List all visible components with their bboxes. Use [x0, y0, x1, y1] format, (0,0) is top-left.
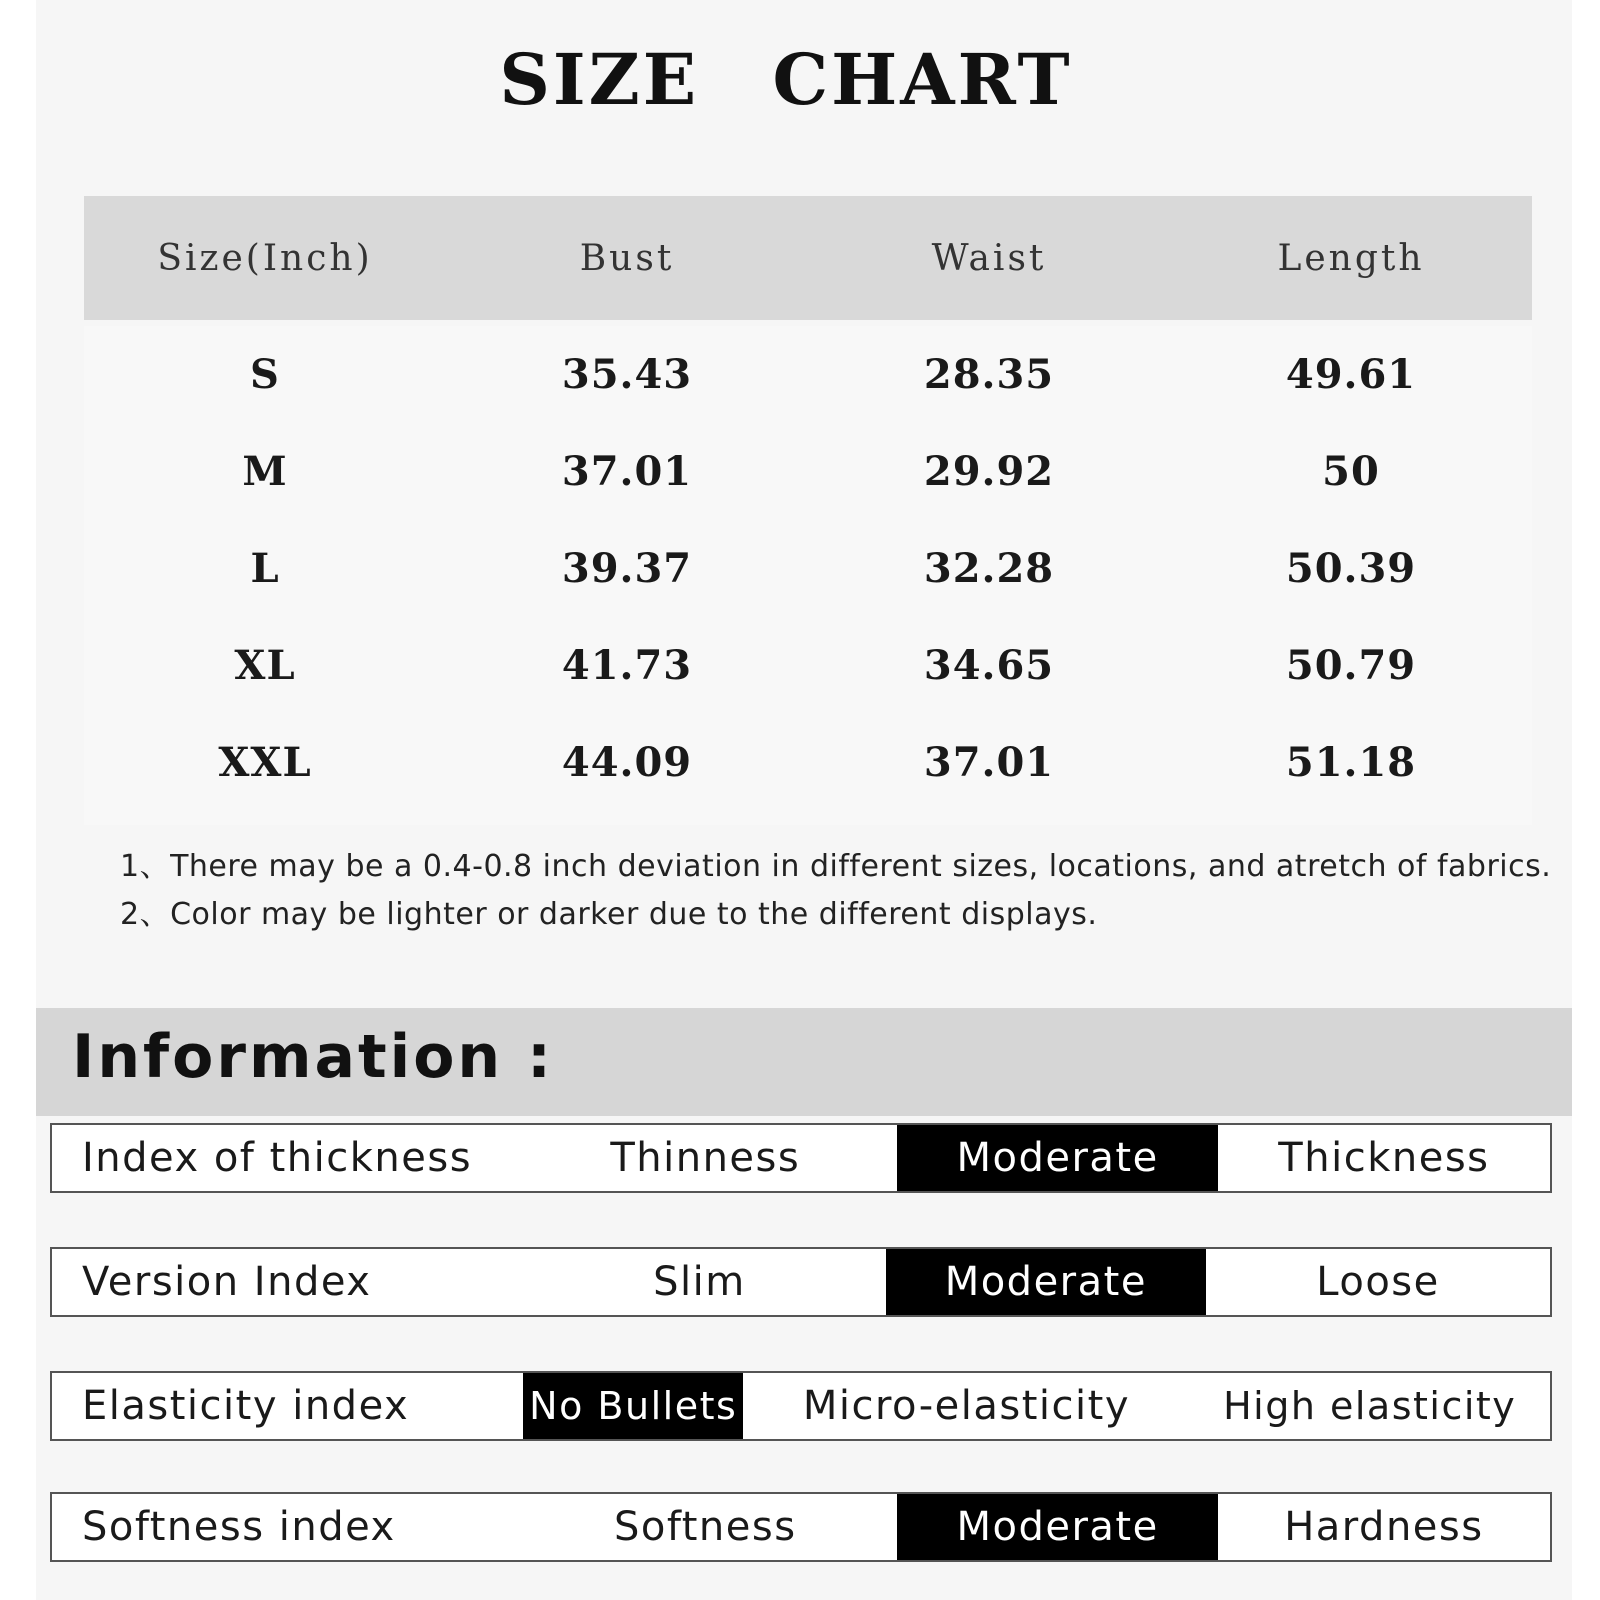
size-table-header [84, 196, 1532, 320]
size-cell: XL [234, 642, 296, 689]
size-table [84, 196, 1532, 825]
option-slim: Slim [653, 1259, 746, 1305]
size-cell: S [250, 351, 280, 398]
option-moderate-selected: Moderate [897, 1494, 1217, 1560]
version-index-label: Version Index [82, 1259, 372, 1305]
option-high-elasticity: High elasticity [1223, 1384, 1517, 1428]
table-row [84, 326, 1532, 423]
header-length: Length [1277, 237, 1425, 279]
waist-cell: 37.01 [923, 739, 1055, 786]
length-cell: 50.79 [1285, 642, 1417, 689]
bust-cell: 44.09 [561, 739, 693, 786]
length-cell: 50.39 [1285, 545, 1417, 592]
elasticity-index-label: Elasticity index [82, 1383, 410, 1429]
size-cell: L [250, 545, 280, 592]
bust-cell: 41.73 [561, 642, 693, 689]
table-row [84, 520, 1532, 617]
table-row [84, 423, 1532, 520]
size-table-body [84, 326, 1532, 825]
length-cell: 50 [1322, 448, 1380, 495]
thickness-index-label: Index of thickness [82, 1135, 473, 1181]
waist-cell: 28.35 [923, 351, 1055, 398]
option-micro-elasticity: Micro-elasticity [802, 1383, 1131, 1429]
softness-index-row [50, 1492, 1552, 1562]
information-title: Information : [72, 1022, 555, 1092]
option-hardness: Hardness [1284, 1504, 1484, 1550]
thickness-index-row [50, 1123, 1552, 1193]
bust-cell: 35.43 [561, 351, 693, 398]
option-thickness: Thickness [1278, 1135, 1490, 1181]
header-bust: Bust [579, 237, 675, 279]
waist-cell: 29.92 [923, 448, 1055, 495]
size-cell: M [242, 448, 288, 495]
option-thinness: Thinness [610, 1135, 801, 1181]
size-cell: XXL [218, 739, 312, 786]
header-waist: Waist [931, 237, 1047, 279]
version-index-row [50, 1247, 1552, 1317]
option-softness: Softness [613, 1504, 797, 1550]
bust-cell: 37.01 [561, 448, 693, 495]
note-color: 2、Color may be lighter or darker due to the different displays. [120, 897, 1098, 932]
option-moderate-selected: Moderate [886, 1249, 1206, 1315]
elasticity-index-row [50, 1371, 1552, 1441]
notes [120, 843, 1551, 939]
option-no-bullets-selected: No Bullets [523, 1373, 744, 1439]
table-row [84, 617, 1532, 714]
waist-cell: 32.28 [923, 545, 1055, 592]
bust-cell: 39.37 [561, 545, 693, 592]
note-deviation: 1、There may be a 0.4-0.8 inch deviation in different sizes, locations, and atretch of fabrics. [120, 849, 1552, 884]
information-header [36, 1008, 1572, 1116]
option-loose: Loose [1316, 1259, 1440, 1305]
length-cell: 51.18 [1285, 739, 1417, 786]
table-row [84, 714, 1532, 811]
softness-index-label: Softness index [82, 1504, 396, 1550]
option-moderate-selected: Moderate [897, 1125, 1217, 1191]
waist-cell: 34.65 [923, 642, 1055, 689]
length-cell: 49.61 [1285, 351, 1417, 398]
size-chart-title: SIZE CHART [499, 38, 1073, 121]
header-size: Size(Inch) [157, 237, 373, 279]
